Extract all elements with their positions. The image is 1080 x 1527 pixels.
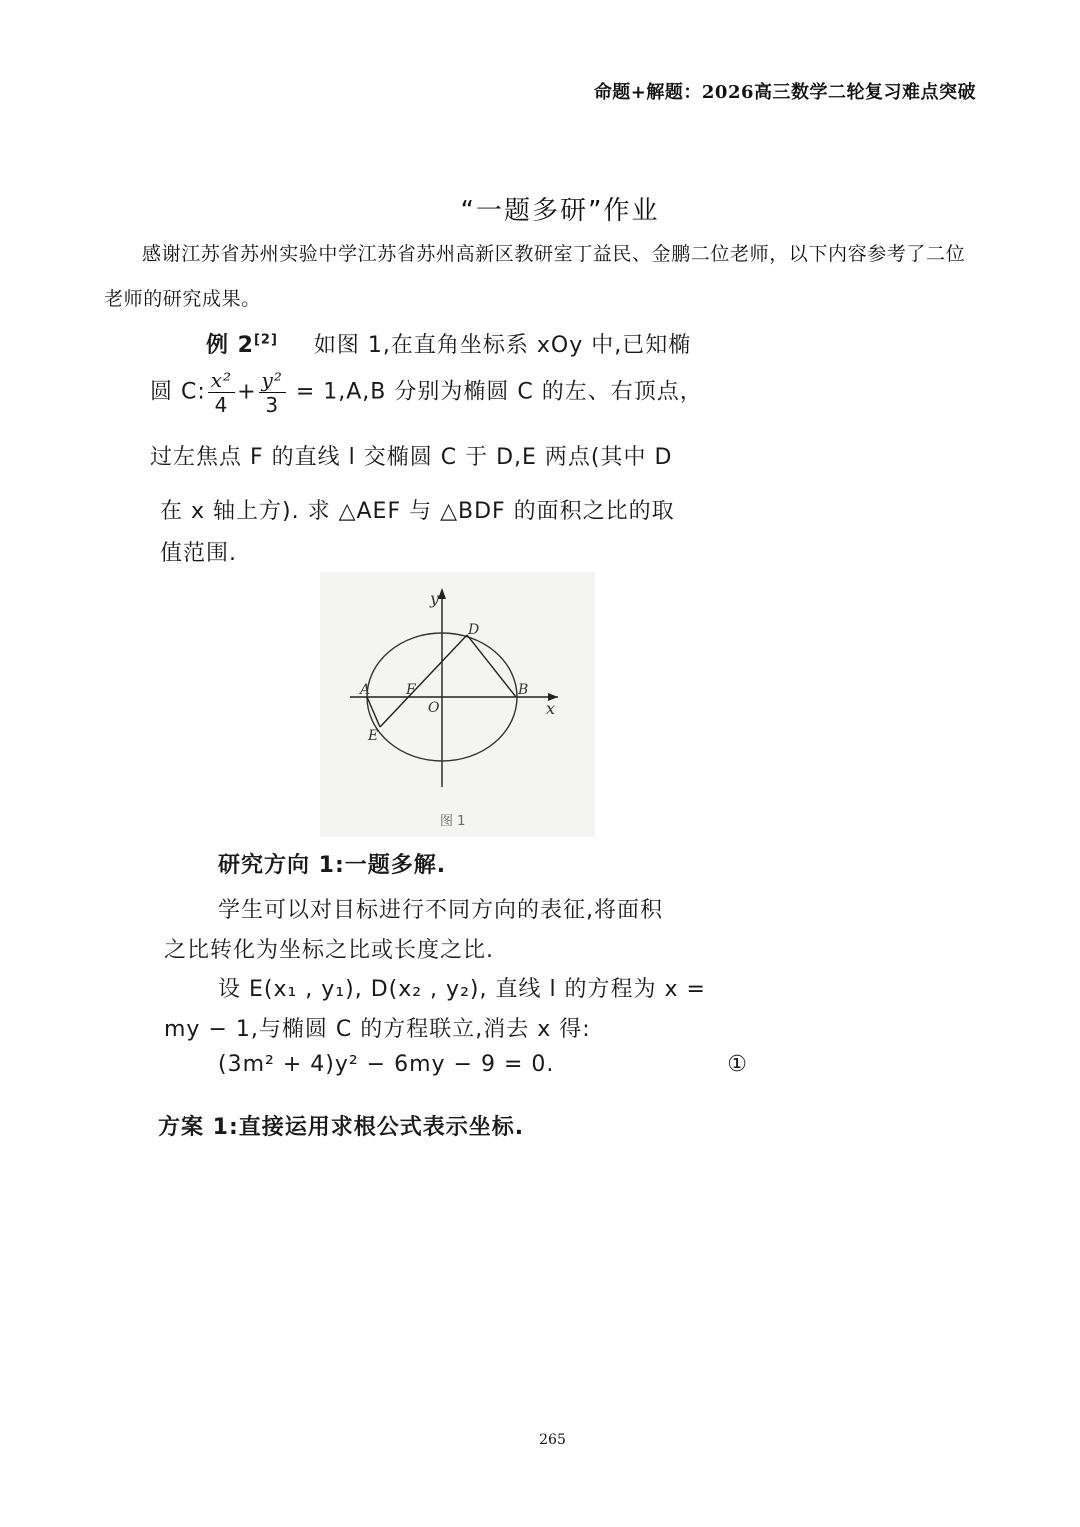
label-x: x [546, 699, 556, 718]
fraction-x: $\frac{\text{x²}}{4}$ [208, 368, 235, 417]
label-d: D [468, 622, 480, 638]
direction-p2-line1: 设 E(x₁ , y₁), D(x₂ , y₂), 直线 l 的方程为 x = [218, 977, 706, 1002]
direction-p1-line2: 之比转化为坐标之比或长度之比. [164, 938, 494, 963]
ellipse-diagram [320, 572, 595, 837]
page-number: 265 [539, 1432, 566, 1448]
direction-p2-line2: my − 1,与椭圆 C 的方程联立,消去 x 得: [164, 1017, 591, 1042]
direction-p1-line1: 学生可以对目标进行不同方向的表征,将面积 [218, 898, 663, 923]
label-y: y [430, 589, 440, 608]
y-axis-arrow [438, 588, 446, 599]
equation: (3m² + 4)y² − 6my − 9 = 0. [218, 1052, 555, 1077]
example-text-2-pre: 圆 C: [150, 379, 206, 405]
example-line-4: 在 x 轴上方). 求 △AEF 与 △BDF 的面积之比的取 [160, 499, 675, 524]
example-line-1 [150, 328, 691, 359]
figure-caption: 图 1 [440, 814, 466, 829]
label-b: B [518, 682, 529, 698]
label-f: F [406, 682, 416, 698]
direction-heading: 研究方向 1:一题多解. [218, 853, 447, 878]
fraction-y: $\frac{\text{y²}}{3}$ [259, 368, 286, 417]
running-header: 命题+解题：2026高三数学二轮复习难点突破 [593, 82, 976, 103]
equation-line [218, 1052, 748, 1077]
plus-sign: + [237, 379, 257, 405]
label-e: E [368, 728, 379, 744]
example-line-2 [150, 368, 703, 417]
label-o: O [428, 700, 440, 716]
example-text-1: 如图 1,在直角坐标系 xOy 中,已知椭 [313, 333, 692, 358]
plan-heading: 方案 1:直接运用求根公式表示坐标. [158, 1115, 525, 1140]
example-line-5: 值范围. [160, 541, 237, 566]
example-label: 例 2 [206, 333, 254, 358]
intro-paragraph: 感谢江苏省苏州实验中学江苏省苏州高新区教研室丁益民、金鹏二位老师，以下内容参考了二位老师的研究成果。 [104, 243, 966, 310]
equation-number: ① [727, 1052, 748, 1077]
example-line-3: 过左焦点 F 的直线 l 交椭圆 C 于 D,E 两点(其中 D [150, 445, 673, 470]
page-title: “一题多研”作业 [460, 196, 660, 226]
example-text-2-post: = 1,A,B 分别为椭圆 C 的左、右顶点， [295, 379, 703, 405]
example-ref: [2] [253, 332, 278, 348]
label-a: A [360, 682, 371, 698]
figure-ellipse [320, 572, 595, 837]
